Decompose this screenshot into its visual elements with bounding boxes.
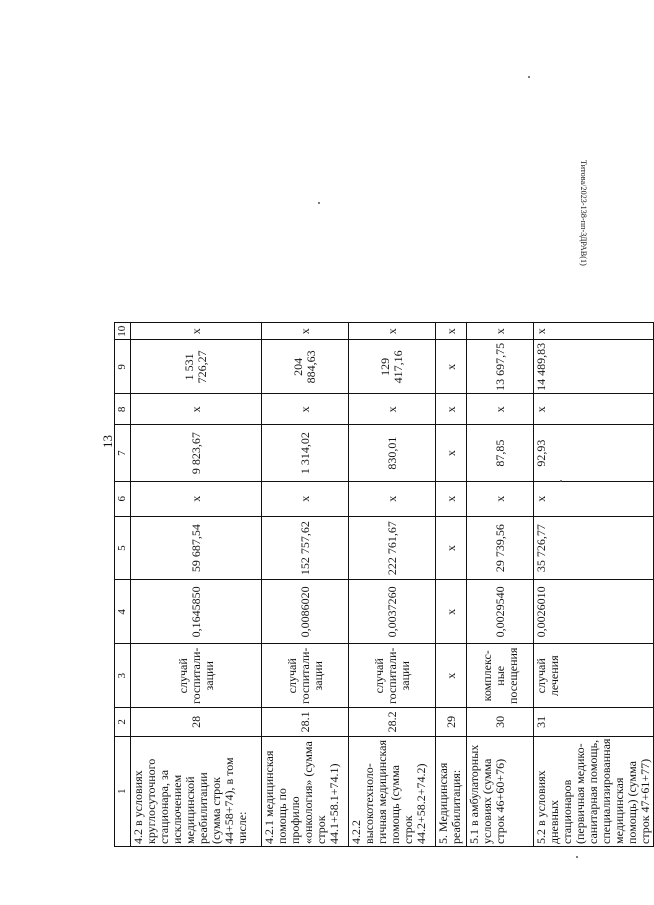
col-header-1: 1 bbox=[115, 736, 131, 846]
col-header-3: 3 bbox=[115, 644, 131, 708]
cell-col5: 59 687,54 bbox=[131, 516, 262, 580]
row-unit: х bbox=[436, 644, 467, 708]
row-line-number: 29 bbox=[436, 708, 467, 736]
cell-col5: 35 726,77 bbox=[534, 516, 654, 580]
row-line-number: 30 bbox=[467, 708, 534, 736]
cell-col6: х bbox=[436, 481, 467, 516]
col-header-5: 5 bbox=[115, 516, 131, 580]
table-row bbox=[467, 323, 534, 847]
cell-col4: 0,1645850 bbox=[131, 580, 262, 644]
table-row bbox=[262, 323, 349, 847]
cell-col8: х bbox=[467, 394, 534, 425]
cell-col4: 0,0026010 bbox=[534, 580, 654, 644]
cell-col10: х bbox=[349, 323, 436, 340]
row-unit: случай госпитали-зации bbox=[349, 644, 436, 708]
table-row bbox=[436, 323, 467, 847]
cell-col8: х bbox=[349, 394, 436, 425]
cell-col7: 92,93 bbox=[534, 425, 654, 481]
cell-col4: 0,0086020 bbox=[262, 580, 349, 644]
cell-col10: х bbox=[131, 323, 262, 340]
row-name: 4.2.1 медицинская помощь по профилю «онкология» (сумма строк 44.1+58.1+74.1) bbox=[262, 736, 349, 846]
cell-col10: х bbox=[467, 323, 534, 340]
col-header-10: 10 bbox=[115, 323, 131, 340]
col-header-8: 8 bbox=[115, 394, 131, 425]
col-header-9: 9 bbox=[115, 340, 131, 394]
row-line-number: 28.2 bbox=[349, 708, 436, 736]
cell-col7: х bbox=[436, 425, 467, 481]
cell-col9: 14 489,83 bbox=[534, 340, 654, 394]
row-line-number: 28 bbox=[131, 708, 262, 736]
page-number: 13 bbox=[100, 435, 115, 448]
row-unit: случай госпитали-зации bbox=[262, 644, 349, 708]
cell-col7: 87,85 bbox=[467, 425, 534, 481]
row-name: 4.2.2 высокотехноло-гичная медицинская помощь (сумма строк 44.2+58.2+74.2) bbox=[349, 736, 436, 846]
cell-col10: х bbox=[262, 323, 349, 340]
cell-col10: х bbox=[534, 323, 654, 340]
cell-col7: 830,01 bbox=[349, 425, 436, 481]
cell-col9: х bbox=[436, 340, 467, 394]
row-name: 5.1 в амбулаторных условиях (сумма строк 46+60+76) bbox=[467, 736, 534, 846]
cell-col6: х bbox=[262, 481, 349, 516]
cell-col8: х bbox=[436, 394, 467, 425]
cell-col4: 0,0037260 bbox=[349, 580, 436, 644]
scan-speck bbox=[560, 480, 562, 482]
cell-col9: 129 417,16 bbox=[349, 340, 436, 394]
row-line-number: 28.1 bbox=[262, 708, 349, 736]
row-unit: комплекс-ные посещения bbox=[467, 644, 534, 708]
row-unit: случай лечения bbox=[534, 644, 654, 708]
document-id-footer: Титова/2023-138-пп-ЗДРАВ(1) bbox=[579, 160, 588, 266]
cell-col8: х bbox=[534, 394, 654, 425]
cell-col6: х bbox=[349, 481, 436, 516]
cell-col5: 29 739,56 bbox=[467, 516, 534, 580]
scan-speck bbox=[576, 856, 578, 858]
cell-col7: 9 823,67 bbox=[131, 425, 262, 481]
cell-col5: 152 757,62 bbox=[262, 516, 349, 580]
rotated-table-container bbox=[114, 322, 654, 847]
cell-col8: х bbox=[131, 394, 262, 425]
tariff-table bbox=[114, 322, 654, 847]
cell-col10: х bbox=[436, 323, 467, 340]
col-header-4: 4 bbox=[115, 580, 131, 644]
scan-speck bbox=[528, 76, 530, 78]
cell-col4: х bbox=[436, 580, 467, 644]
scan-speck bbox=[318, 202, 320, 204]
col-header-6: 6 bbox=[115, 481, 131, 516]
cell-col9: 204 884,63 bbox=[262, 340, 349, 394]
cell-col5: х bbox=[436, 516, 467, 580]
row-line-number: 31 bbox=[534, 708, 654, 736]
cell-col8: х bbox=[262, 394, 349, 425]
row-name: 5. Медицинская реабилитация: bbox=[436, 736, 467, 846]
table-row bbox=[534, 323, 654, 847]
row-name: 4.2 в условиях круглосуточного стационара, за исключением медицинской реабилитации (сумма строк 44+58+74), в том числе: bbox=[131, 736, 262, 846]
cell-col9: 13 697,75 bbox=[467, 340, 534, 394]
cell-col6: х bbox=[467, 481, 534, 516]
table-row bbox=[349, 323, 436, 847]
row-unit: случай госпитали-зации bbox=[131, 644, 262, 708]
col-header-2: 2 bbox=[115, 708, 131, 736]
cell-col5: 222 761,67 bbox=[349, 516, 436, 580]
cell-col9: 1 531 726,27 bbox=[131, 340, 262, 394]
cell-col6: х bbox=[131, 481, 262, 516]
col-header-7: 7 bbox=[115, 425, 131, 481]
column-number-row bbox=[115, 323, 131, 847]
table-row bbox=[131, 323, 262, 847]
cell-col6: х bbox=[534, 481, 654, 516]
row-name: 5.2 в условиях дневных стационаров (первичная медико-санитарная помощь, специализированная медицинская помощь) (сумма строк 47+61+77) bbox=[534, 736, 654, 846]
cell-col7: 1 314,02 bbox=[262, 425, 349, 481]
cell-col4: 0,0029540 bbox=[467, 580, 534, 644]
